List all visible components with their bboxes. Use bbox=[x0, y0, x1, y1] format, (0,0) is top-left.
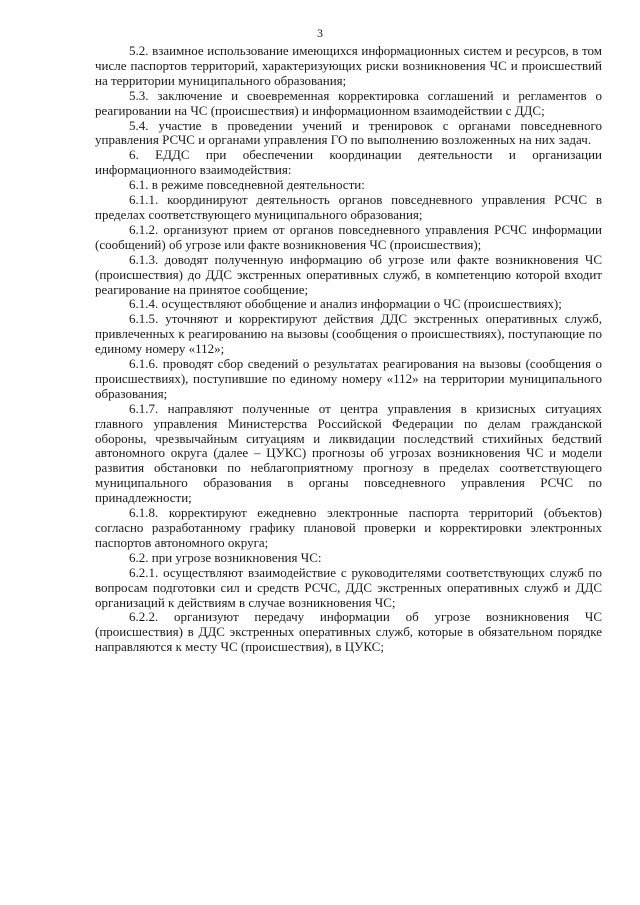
document-body bbox=[95, 44, 602, 655]
paragraph-6: 6. ЕДДС при обеспечении координации деятельности и организации информационного взаимодействия: bbox=[95, 147, 602, 178]
paragraph-6-1-6: 6.1.6. проводят сбор сведений о результатах реагирования на вызовы (сообщения о происшествиях), поступившие по единому номеру «112» на территории муниципального образования; bbox=[95, 356, 602, 401]
page-number: 3 bbox=[317, 26, 323, 40]
paragraph-5-2: 5.2. взаимное использование имеющихся информационных систем и ресурсов, в том числе паспортов территорий, характеризующих риски возникновения ЧС и происшествий на территории муниципального образования; bbox=[95, 43, 602, 88]
paragraph-5-3: 5.3. заключение и своевременная корректировка соглашений и регламентов о реагировании на ЧС (происшествия) и информационном взаимодействии с ДДС; bbox=[95, 87, 602, 118]
paragraph-6-2-1: 6.2.1. осуществляют взаимодействие с руководителями соответствующих служб по вопросам подготовки сил и средств РСЧС, ДДС экстренных оперативных служб и ДДС организаций к действиям в случае возникновения ЧС; bbox=[95, 564, 602, 610]
paragraph-6-1-8: 6.1.8. корректируют ежедневно электронные паспорта территорий (объектов) согласно разработанному графику плановой проверки и корректировки электронных паспортов автономного округа; bbox=[95, 505, 602, 550]
paragraph-6-1-4: 6.1.4. осуществляют обобщение и анализ информации о ЧС (происшествиях); bbox=[129, 296, 562, 312]
paragraph-6-1-7: 6.1.7. направляют полученные от центра управления в кризисных ситуациях главного управления Министерства Российской Федерации по делам гражданской обороны, чрезвычайным ситуациям и ликвидации последствий стихийных бедствий автономного округа (далее – ЦУКС) прогнозы об угрозах возникновения ЧС и модели развития обстановки по неблагоприятному прогнозу в пределах соответствующего муниципального образования в органы повседневного управления РСЧС по принадлежности; bbox=[95, 400, 602, 506]
paragraph-6-1-1: 6.1.1. координируют деятельность органов повседневного управления РСЧС в пределах соответствующего муниципального образования; bbox=[95, 192, 602, 222]
paragraph-6-2-2: 6.2.2. организуют передачу информации об угрозе возникновения ЧС (происшествия) в ДДС экстренных оперативных служб, которые в обязательном порядке направляются к месту ЧС (происшествия), в ЦУКС; bbox=[95, 609, 602, 655]
paragraph-5-4: 5.4. участие в проведении учений и тренировок с органами повседневного управления РСЧС и органами управления ГО по выполнению возложенных на них задач. bbox=[95, 117, 602, 148]
paragraph-6-1-3: 6.1.3. доводят полученную информацию об угрозе или факте возникновения ЧС (происшествия) до ДДС экстренных оперативных служб, в компетенцию которой входит реагирование на принятое сообщение; bbox=[95, 251, 602, 297]
paragraph-6-1: 6.1. в режиме повседневной деятельности: bbox=[129, 177, 365, 193]
paragraph-6-1-2: 6.1.2. организуют прием от органов повседневного управления РСЧС информации (сообщений) об угрозе или факте возникновения ЧС (происшествия); bbox=[95, 221, 602, 252]
paragraph-6-2: 6.2. при угрозе возникновения ЧС: bbox=[129, 549, 322, 565]
paragraph-6-1-5: 6.1.5. уточняют и корректируют действия ДДС экстренных оперативных служб, привлеченных к реагированию на вызовы (сообщения о происшествиях), поступающие по единому номеру «112»; bbox=[95, 311, 602, 357]
